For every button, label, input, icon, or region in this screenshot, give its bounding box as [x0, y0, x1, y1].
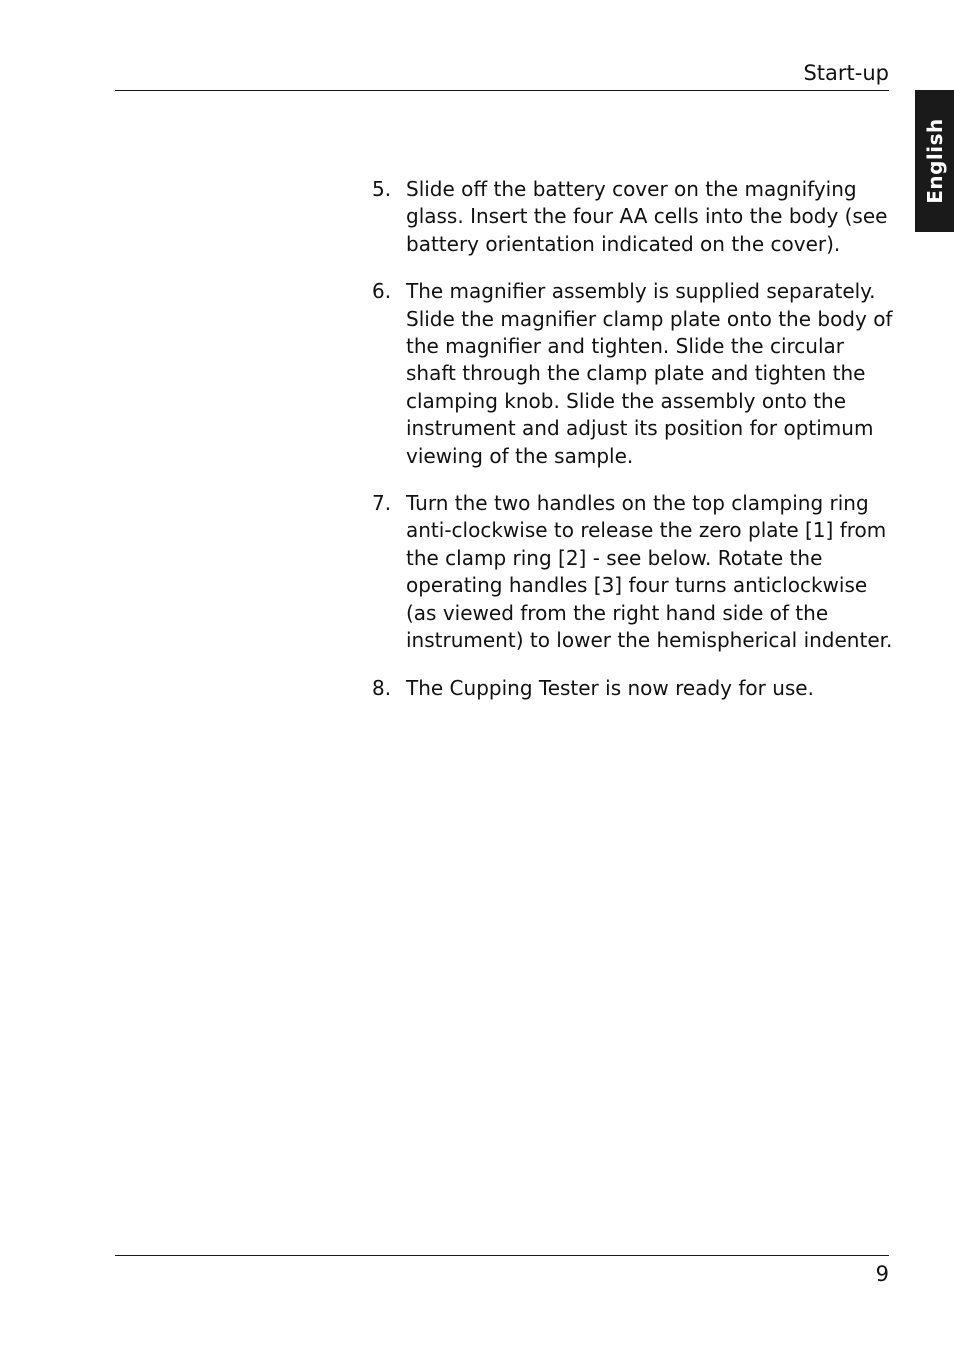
step-number: 8.: [372, 675, 392, 700]
header-rule: [115, 90, 889, 91]
page-header-title: Start-up: [803, 61, 889, 85]
step-text: The Cupping Tester is now ready for use.: [406, 675, 814, 700]
step-text: Slide off the battery cover on the magnifying glass. Insert the four AA cells into the body (see battery orientation indicated on the cover).: [406, 177, 888, 256]
step-number: 7.: [372, 491, 392, 516]
step-5: [372, 176, 900, 258]
step-7: [372, 490, 900, 654]
language-tab-label: English: [922, 118, 947, 204]
step-number: 6.: [372, 279, 392, 304]
step-6: [372, 278, 900, 470]
footer-rule: [115, 1255, 889, 1256]
step-8: [372, 675, 900, 702]
step-text: The magnifier assembly is supplied separately. Slide the magnifier clamp plate onto the body of the magnifier and tighten. Slide the circular shaft through the clamp plate and tighten the clamping knob. Slide the assembly onto the instrument and adjust its position for optimum viewing of the sample.: [406, 279, 893, 468]
step-text: Turn the two handles on the top clamping ring anti-clockwise to release the zero plate [1] from the clamp ring [2] - see below. Rotate the operating handles [3] four turns anticlockwise (as viewed from the right hand side of the instrument) to lower the hemispherical indenter.: [406, 491, 893, 653]
page-number: 9: [875, 1262, 889, 1286]
instruction-list: [372, 176, 900, 722]
language-tab: [915, 90, 954, 232]
step-number: 5.: [372, 177, 392, 201]
